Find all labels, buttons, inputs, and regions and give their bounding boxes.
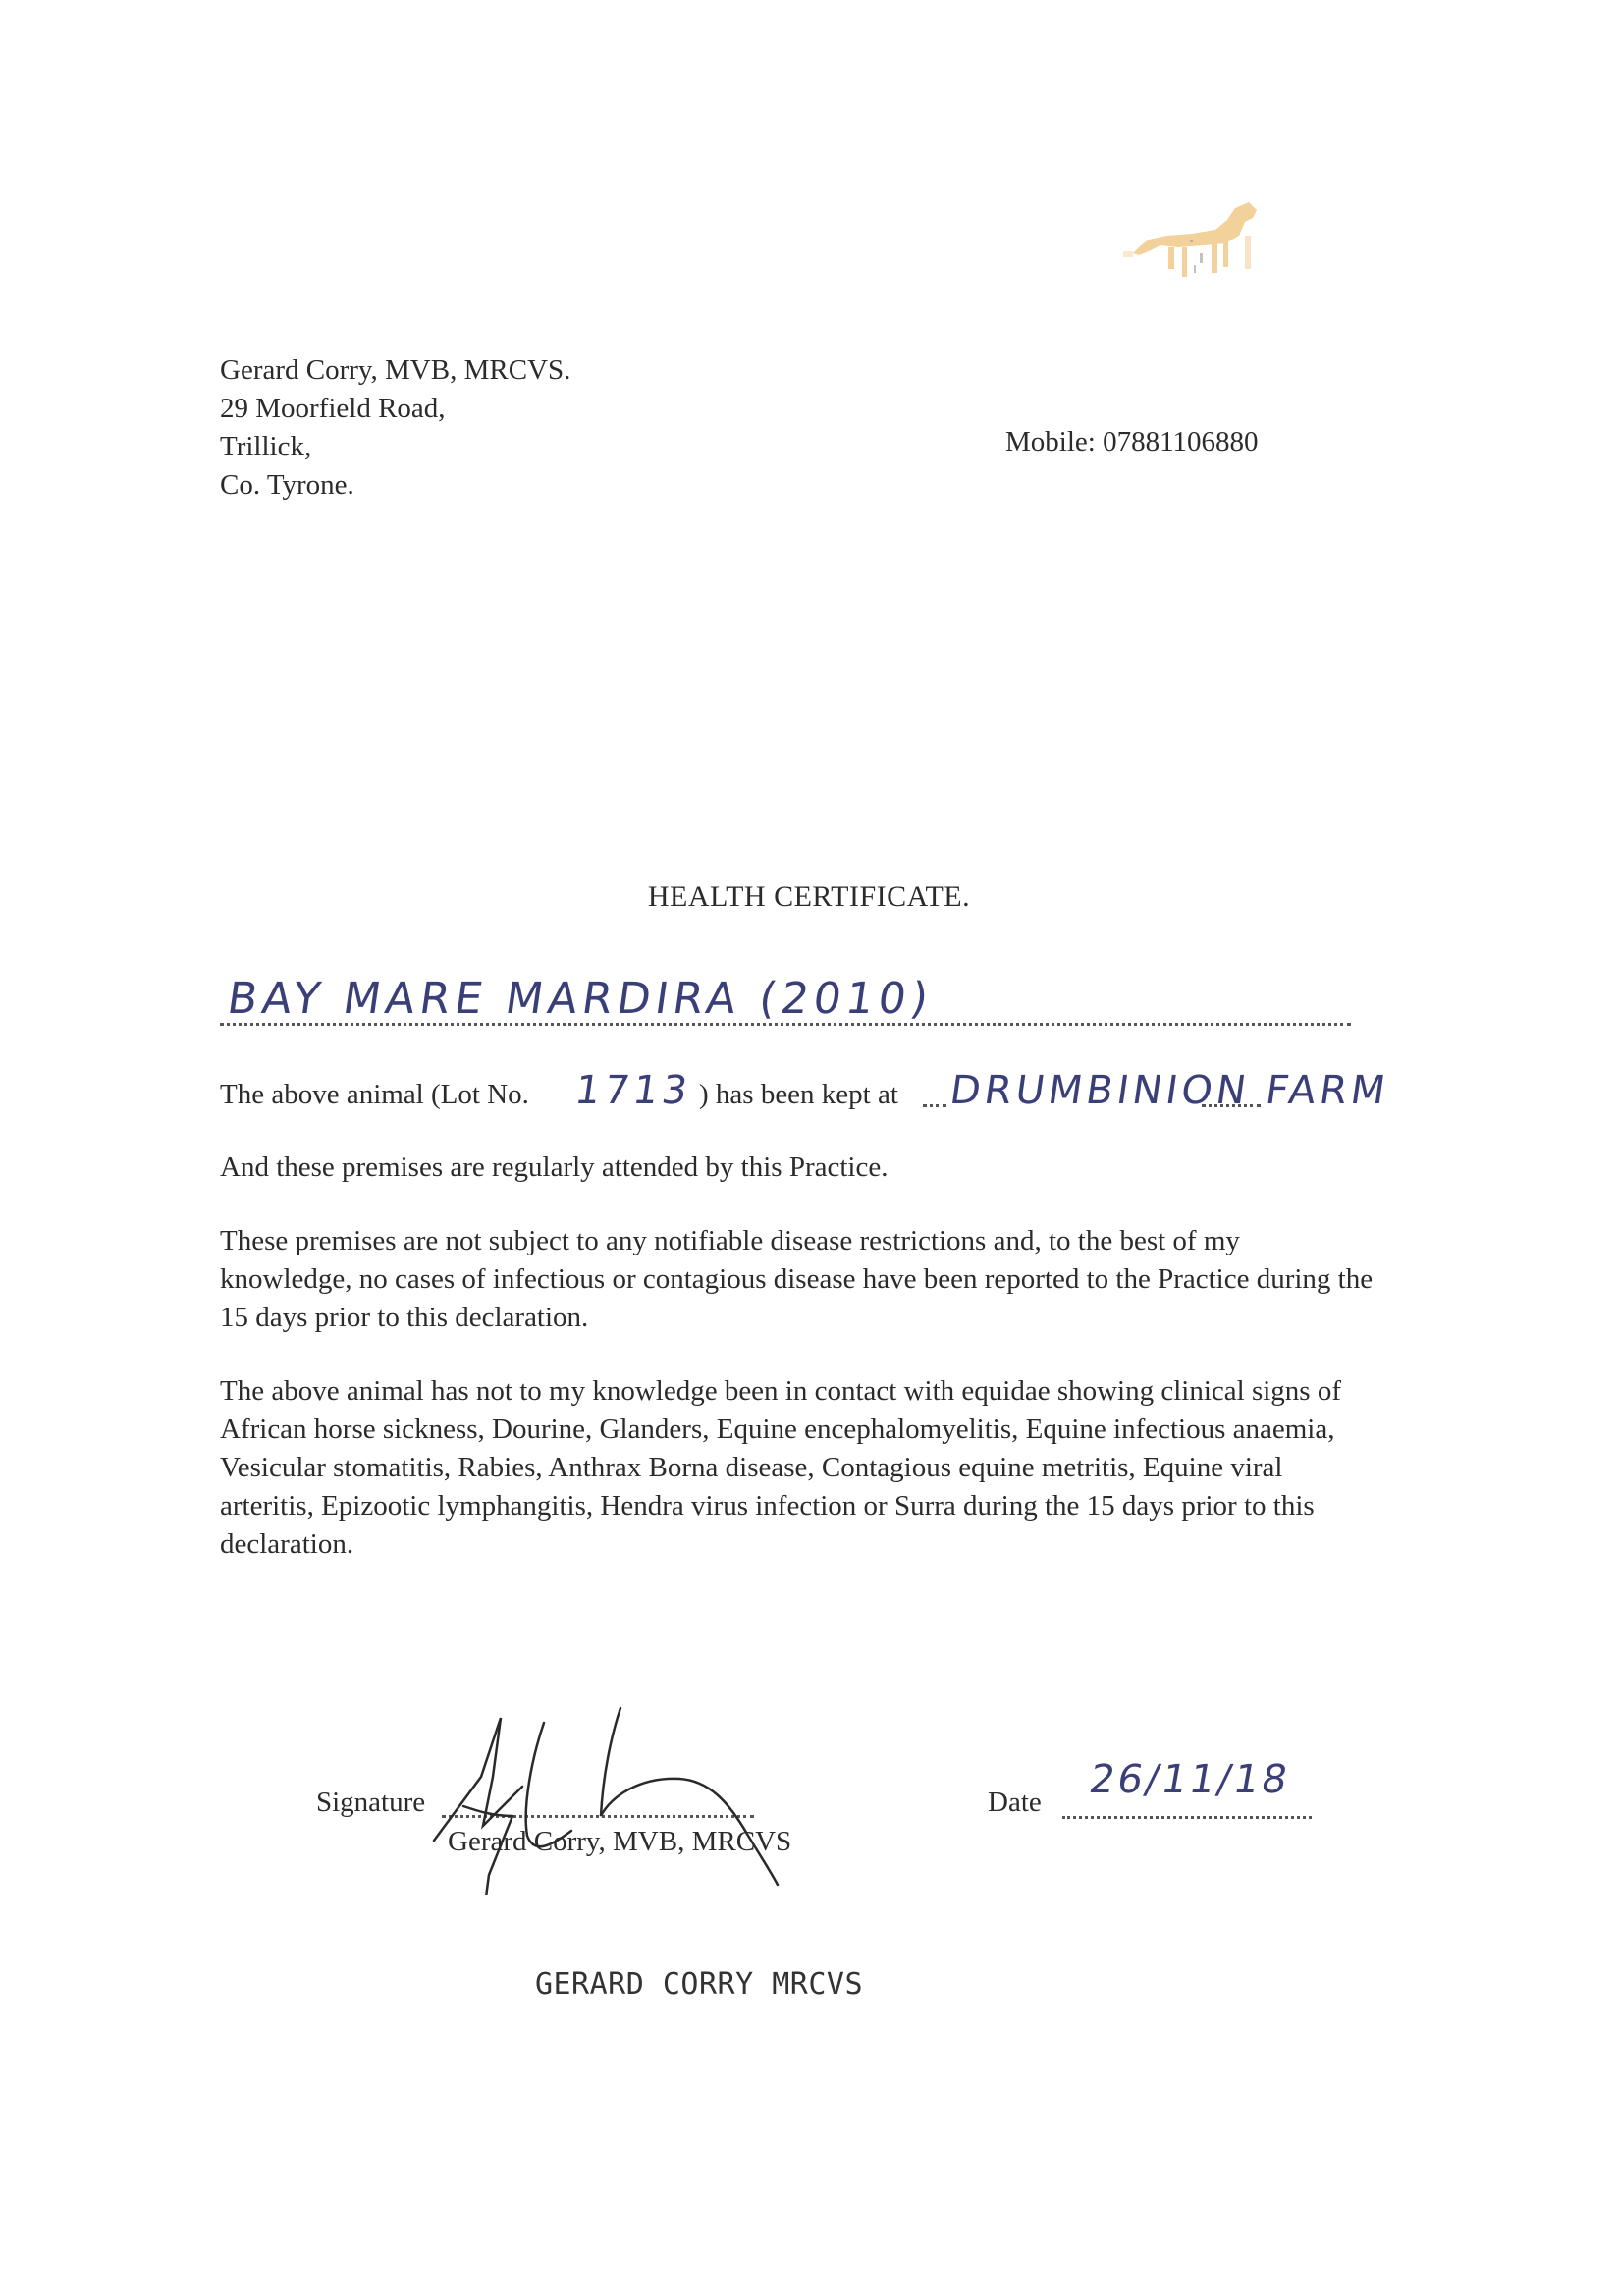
document-title: HEALTH CERTIFICATE. — [647, 881, 971, 913]
address-line: Co. Tyrone. — [220, 469, 354, 501]
signatory-name: Gerard Corry, MVB, MRCVS — [448, 1826, 792, 1857]
paragraph: These premises are not subject to any notifiable disease restrictions and, to the best of my knowledge, no cases of infectious or contagious disease have been reported to the Practice during the 15 days prior to this declaration. — [220, 1225, 1374, 1333]
dotted-line — [1062, 1816, 1312, 1819]
address-line: Gerard Corry, MVB, MRCVS. — [220, 354, 571, 386]
vet-stamp: GERARD CORRY MRCVS — [534, 1967, 864, 2002]
paragraph: The above animal has not to my knowledge been in contact with equidae showing clinical signs of African horse sickness, Dourine, Glanders, Equine encephalomyelitis, Equine infectious anaemia, Vesicular stomatitis, Rabies, Anthrax Borna disease, Contagious equine metritis, Equine viral arteritis, Epizootic lymphangitis, Hendra virus infection or Surra during the 15 days prior to this declaration. — [220, 1375, 1341, 1560]
vet-address — [220, 351, 570, 505]
date-value: 26/11/18 — [1085, 1757, 1294, 1802]
lot-prefix: The above animal (Lot No. — [220, 1079, 529, 1110]
dotted-line — [923, 1104, 946, 1107]
horse-logo-icon — [1109, 196, 1267, 314]
address-line: Trillick, — [220, 431, 312, 462]
premises-name: DRUMBINION FARM — [946, 1068, 1392, 1113]
date-block — [988, 1757, 1321, 1826]
signature-label: Signature — [316, 1787, 426, 1818]
paragraph: And these premises are regularly attended by this Practice. — [220, 1151, 889, 1183]
animal-description: BAY MARE MARDIRA (2010) — [224, 974, 937, 1024]
lot-number: 1713 — [571, 1068, 695, 1113]
address-line: 29 Moorfield Road, — [220, 393, 446, 424]
lot-line — [220, 1062, 1398, 1117]
handwritten-signature — [316, 1669, 905, 1895]
signature-block — [316, 1669, 905, 1895]
date-label: Date — [988, 1787, 1042, 1818]
mobile-number: Mobile: 07881106880 — [1005, 426, 1259, 457]
lot-middle: ) has been kept at — [699, 1079, 898, 1110]
animal-description-line — [220, 967, 1351, 1026]
